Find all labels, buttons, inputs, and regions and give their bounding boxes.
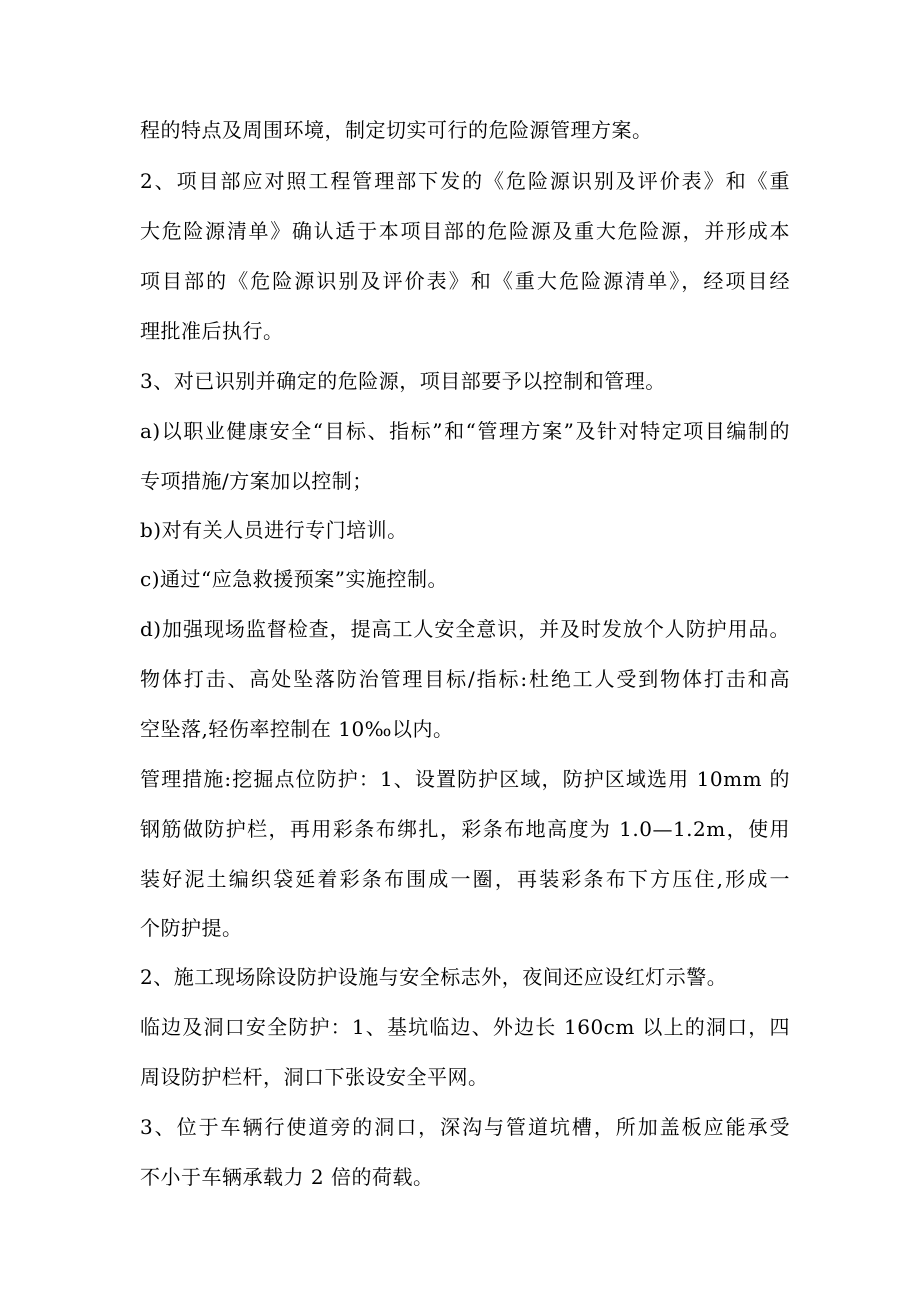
text-line-10: c)通过“应急救援预案”实施控制。	[140, 567, 448, 591]
text-line-12: 物体打击、高处坠落防治管理目标/指标:杜绝工人受到物体打击和高	[140, 667, 790, 691]
text-line-8: 专项措施/方案加以控制；	[140, 469, 373, 493]
text-line-5: 理批准后执行。	[140, 319, 284, 343]
text-line-15: 钢筋做防护栏，再用彩条布绑扎，彩条布地高度为 1.0—1.2m，使用	[140, 817, 790, 841]
text-line-7: a)以职业健康安全“目标、指标”和“管理方案”及针对特定项目编制的	[140, 419, 790, 443]
text-line-17: 个防护提。	[140, 916, 243, 940]
text-line-9: b)对有关人员进行专门培训。	[140, 518, 408, 542]
text-line-11: d)加强现场监督检查，提高工人安全意识，并及时发放个人防护用品。	[140, 617, 790, 641]
text-line-2: 2、项目部应对照工程管理部下发的《危险源识别及评价表》和《重	[140, 169, 790, 193]
text-line-22: 不小于车辆承载力 2 倍的荷载。	[140, 1165, 434, 1189]
text-line-13: 空坠落,轻伤率控制在 10‰以内。	[140, 717, 454, 741]
text-line-21: 3、位于车辆行使道旁的洞口，深沟与管道坑槽，所加盖板应能承受	[140, 1115, 790, 1139]
text-line-3: 大危险源清单》确认适于本项目部的危险源及重大危险源，并形成本	[140, 219, 790, 243]
text-line-16: 装好泥土编织袋延着彩条布围成一圈，再装彩条布下方压住,形成一	[140, 867, 790, 891]
text-line-18: 2、施工现场除设防护设施与安全标志外，夜间还应设红灯示警。	[140, 965, 728, 989]
text-line-4: 项目部的《危险源识别及评价表》和《重大危险源清单》，经项目经	[140, 269, 790, 293]
text-line-20: 周设防护栏杆，洞口下张设安全平网。	[140, 1065, 489, 1089]
text-line-1: 程的特点及周围环境，制定切实可行的危险源管理方案。	[140, 118, 653, 142]
text-line-14: 管理措施:挖掘点位防护：1、设置防护区域，防护区域选用 10mm 的	[140, 767, 790, 791]
text-line-19: 临边及洞口安全防护：1、基坑临边、外边长 160cm 以上的洞口，四	[140, 1015, 790, 1039]
text-line-6: 3、对已识别并确定的危险源，项目部要予以控制和管理。	[140, 369, 666, 393]
